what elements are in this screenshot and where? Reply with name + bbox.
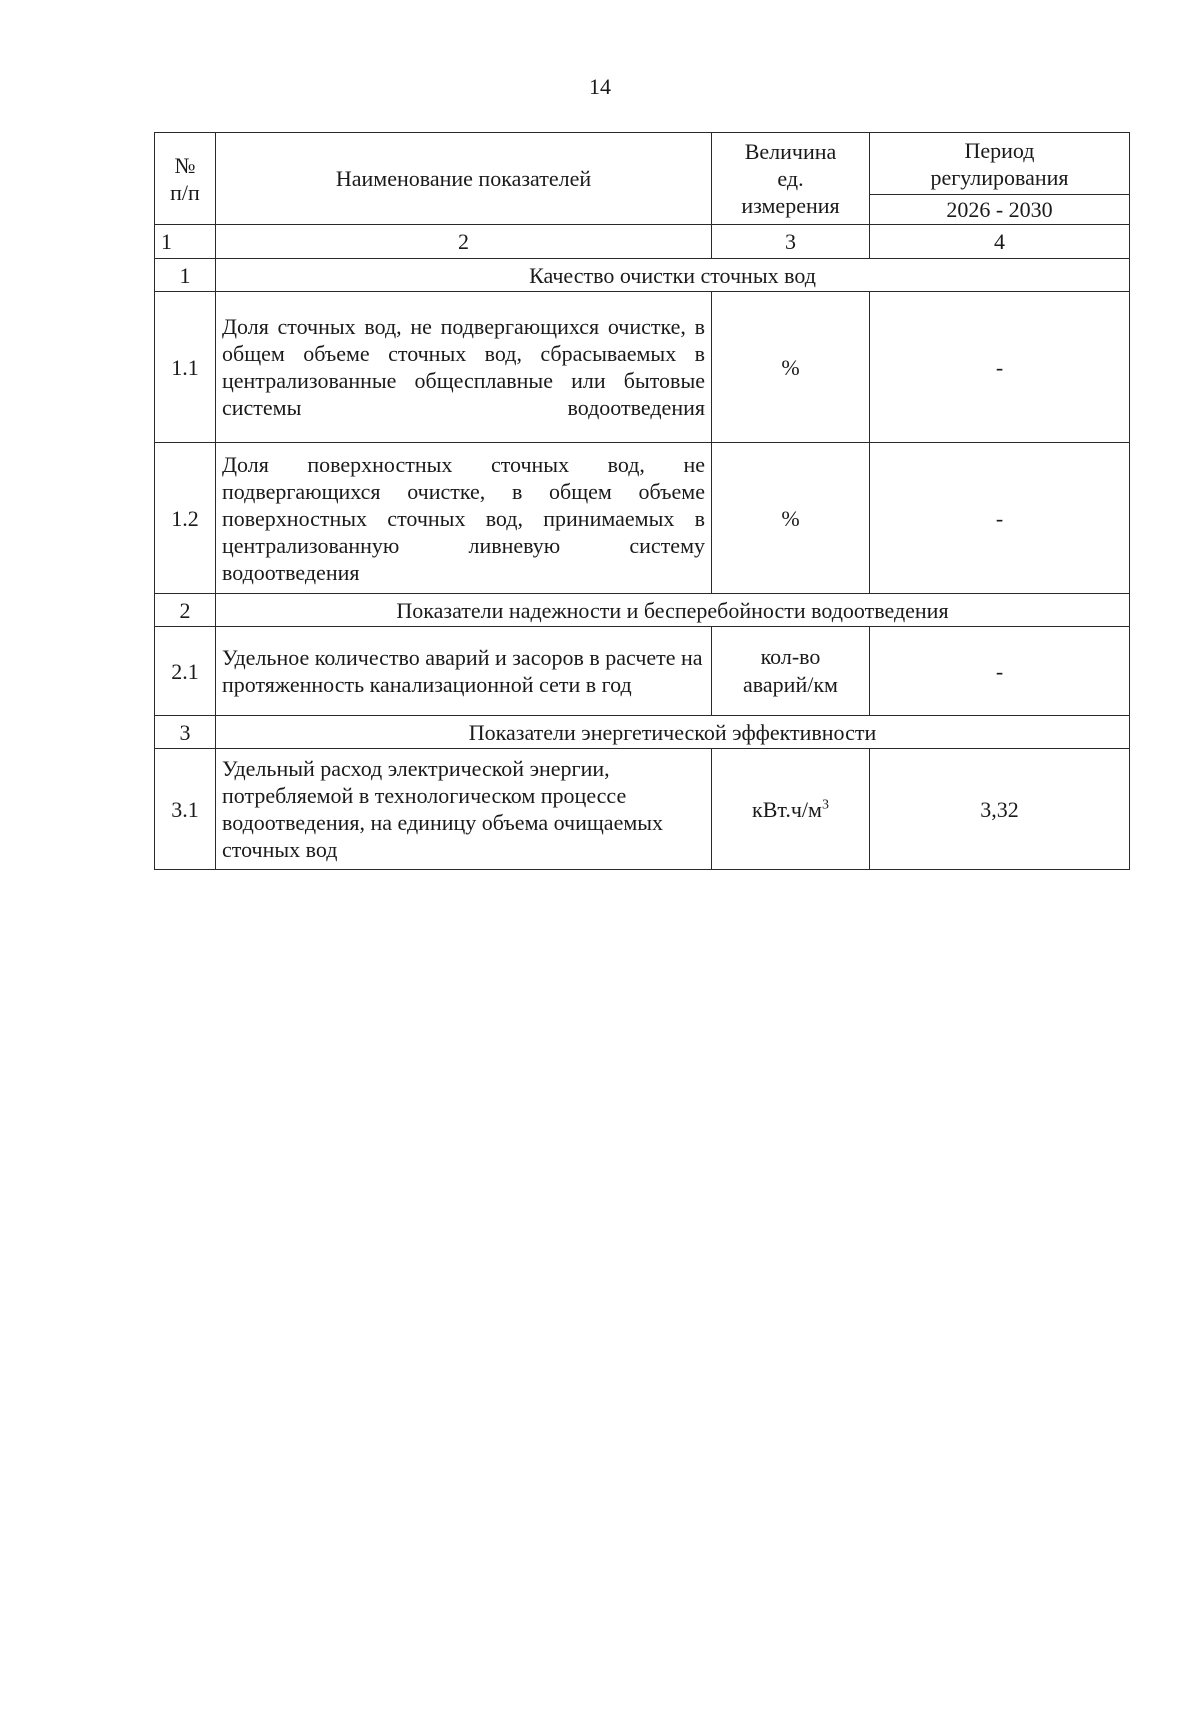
row-unit-line-2: аварий/км (743, 672, 838, 697)
section-row (155, 716, 1130, 749)
header-name-cell: Наименование показателей (216, 133, 712, 225)
row-num: 2.1 (155, 627, 216, 716)
column-index-row (155, 225, 1130, 259)
row-unit-line-1: кол-во (760, 644, 821, 669)
section-row (155, 594, 1130, 627)
row-unit: % (712, 292, 870, 443)
table-row (155, 749, 1130, 870)
row-unit-superscript: 3 (821, 797, 829, 813)
section-row (155, 259, 1130, 292)
header-unit-line-1: Величина (744, 139, 837, 164)
row-name: Удельный расход электрической энергии, потребляемой в технологическом процессе водоотведения, на единицу объема очищаемых сточных вод (216, 749, 712, 870)
row-value: 3,32 (870, 749, 1130, 870)
header-period-line-2: регулирования (930, 164, 1069, 190)
section-num: 2 (155, 594, 216, 627)
header-period-cell (870, 133, 1130, 195)
table-row (155, 443, 1130, 594)
row-value: - (870, 443, 1130, 594)
column-index-4: 4 (870, 225, 1130, 259)
row-name: Удельное количество аварий и засоров в расчете на протяженность канализационной сети в год (216, 627, 712, 716)
column-index-3: 3 (712, 225, 870, 259)
section-num: 3 (155, 716, 216, 749)
column-index-2: 2 (216, 225, 712, 259)
row-value: - (870, 627, 1130, 716)
table-row (155, 627, 1130, 716)
header-period-years: 2026 - 2030 (870, 195, 1130, 225)
row-name: Доля поверхностных сточных вод, не подвергающихся очистке, в общем объеме поверхностных сточных вод, принимаемых в централизованную ливневую систему водоотведения (216, 443, 712, 594)
section-title: Показатели энергетической эффективности (216, 716, 1130, 749)
header-period-line-1: Период (964, 137, 1035, 163)
section-title: Качество очистки сточных вод (216, 259, 1130, 292)
column-index-1: 1 (155, 225, 216, 259)
indicators-table (154, 132, 1130, 870)
row-unit: % (712, 443, 870, 594)
header-num-label: п/п (170, 179, 200, 205)
header-num-cell (155, 133, 216, 225)
row-num: 1.1 (155, 292, 216, 443)
row-unit (712, 749, 870, 870)
table-row (155, 292, 1130, 443)
page-number: 14 (589, 74, 611, 99)
row-num: 3.1 (155, 749, 216, 870)
section-num: 1 (155, 259, 216, 292)
header-unit-cell (712, 133, 870, 225)
header-unit-line-3: измерения (741, 193, 840, 218)
header-num-sign: № (174, 152, 196, 178)
header-row (155, 133, 1130, 195)
row-value: - (870, 292, 1130, 443)
section-title: Показатели надежности и бесперебойности водоотведения (216, 594, 1130, 627)
row-name: Доля сточных вод, не подвергающихся очистке, в общем объеме сточных вод, сбрасываемых в централизованные общесплавные или бытовые системы водоотведения (216, 292, 712, 443)
row-num: 1.2 (155, 443, 216, 594)
row-unit (712, 627, 870, 716)
row-unit-text: кВт.ч/м (752, 796, 822, 822)
header-unit-line-2: ед. (777, 166, 804, 191)
